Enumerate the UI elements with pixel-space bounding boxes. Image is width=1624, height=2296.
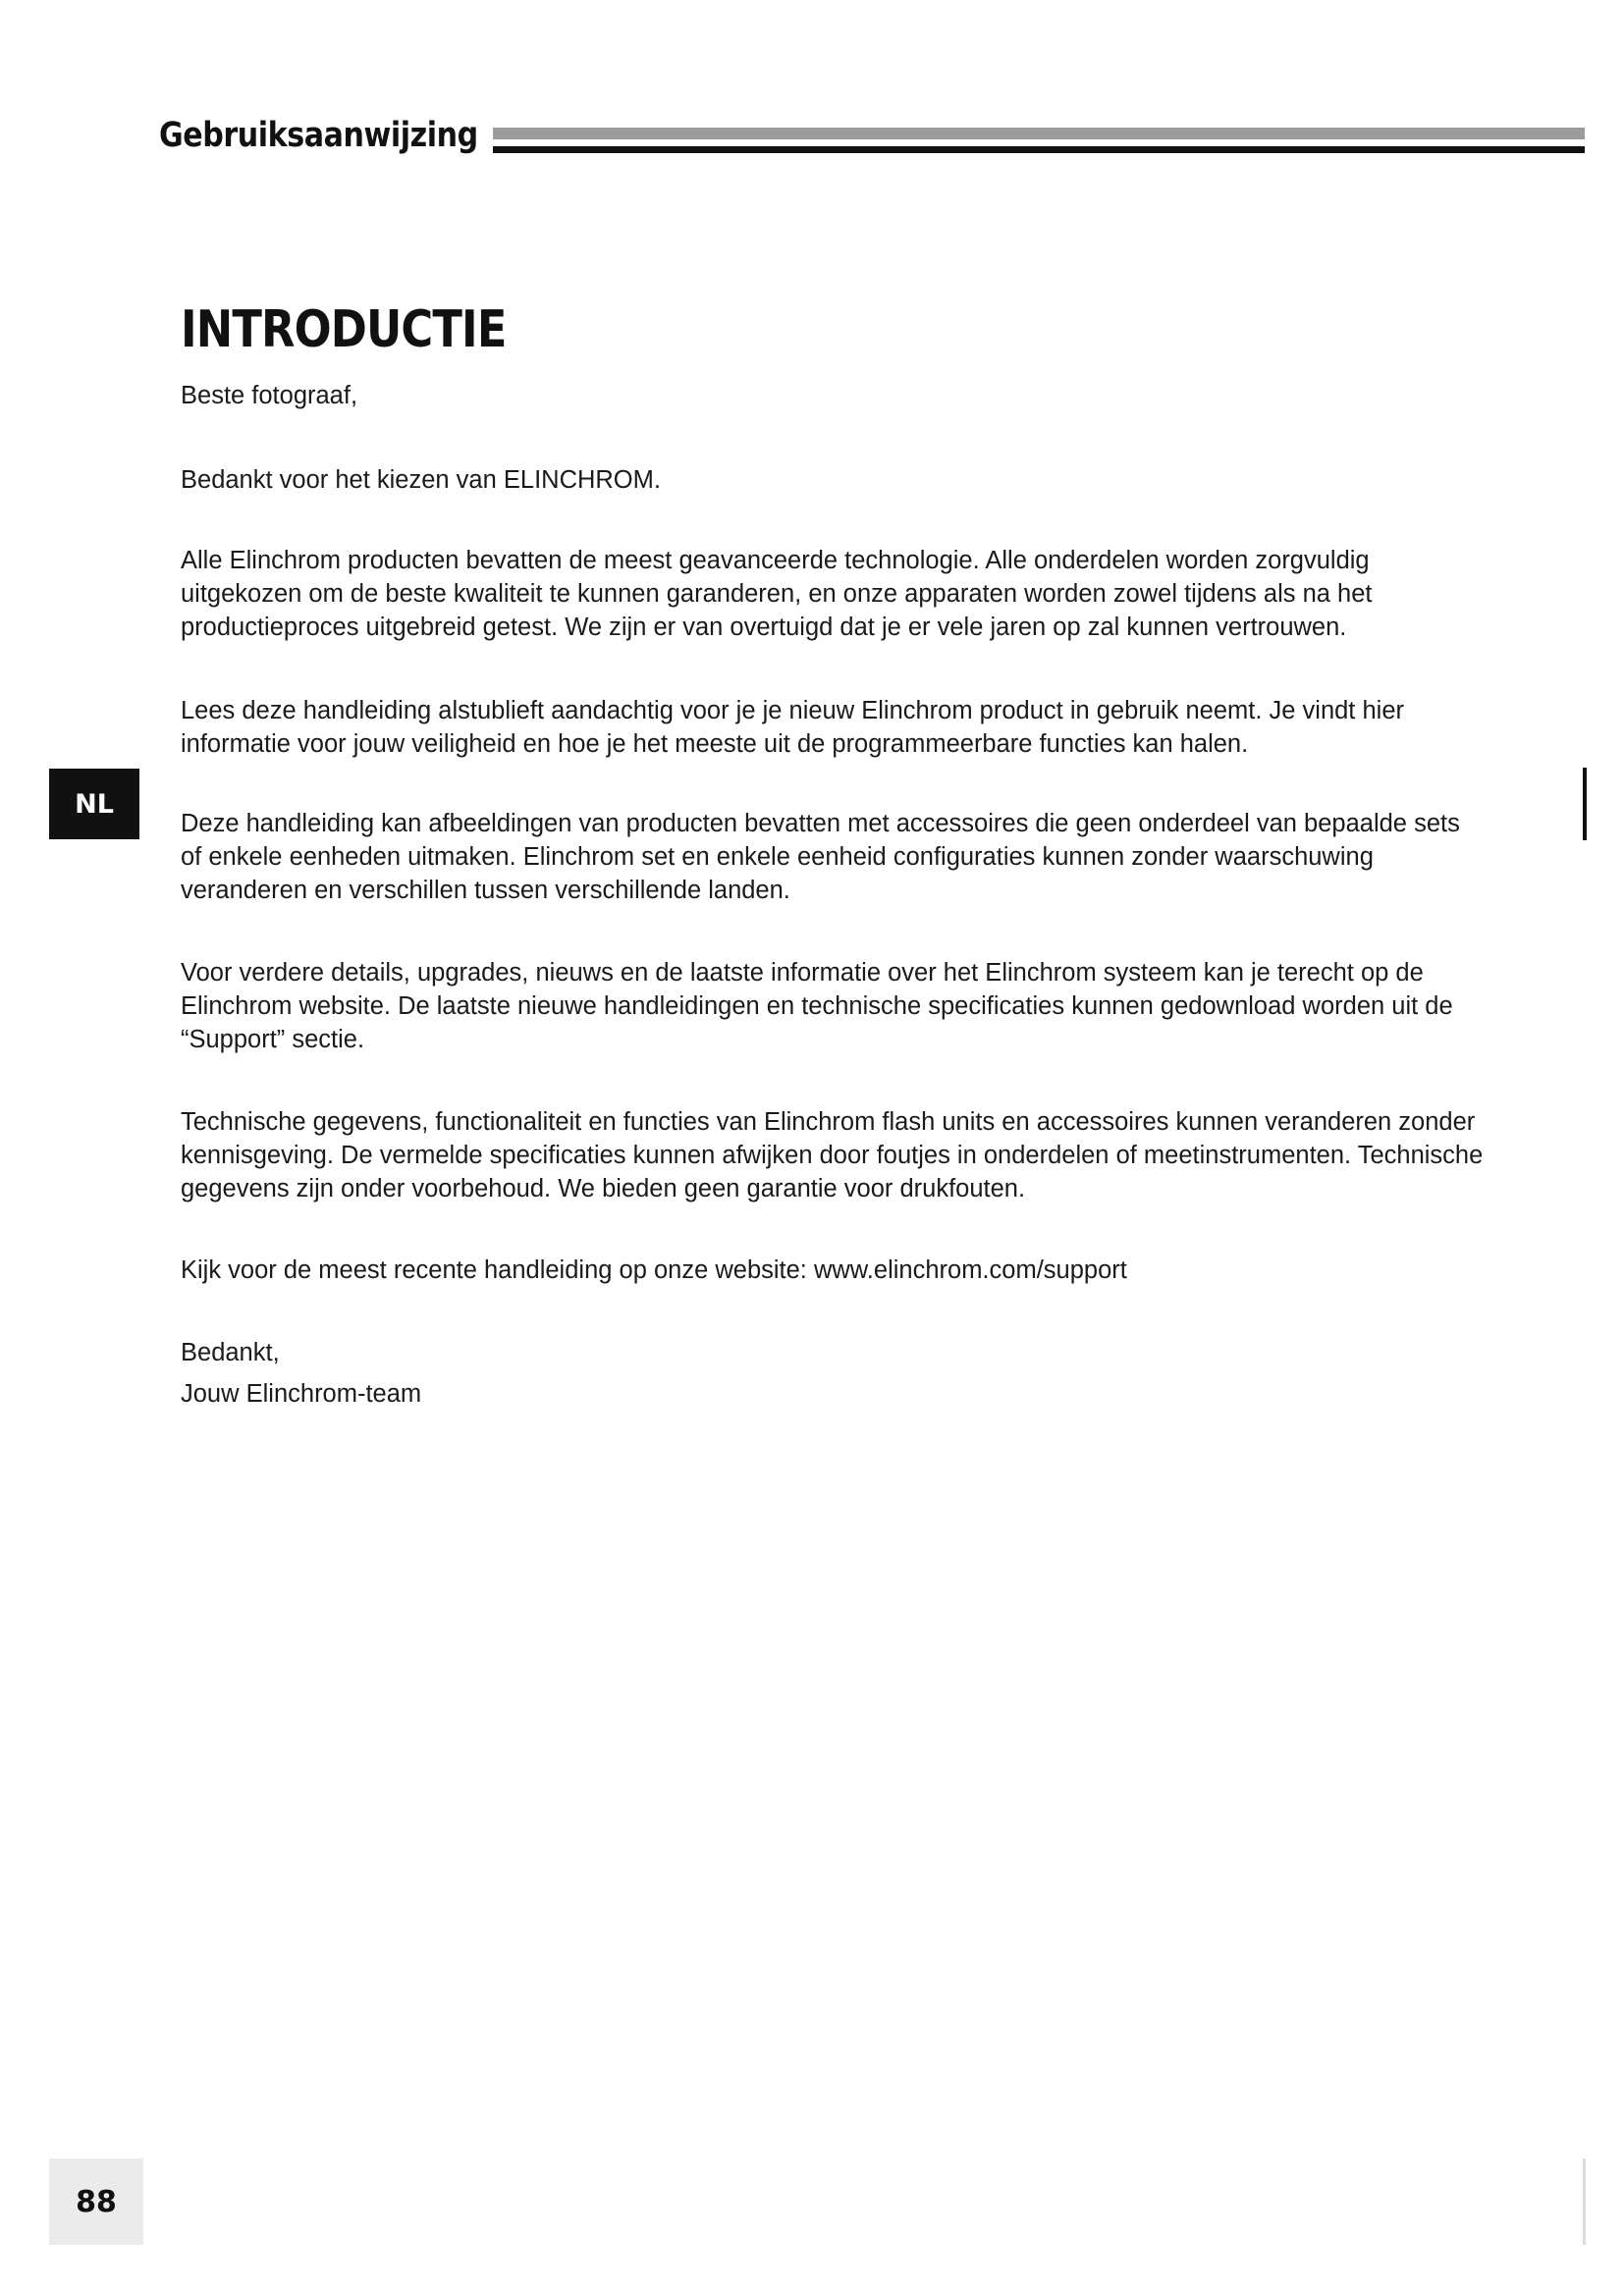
paragraph	[181, 1254, 1487, 1287]
paragraph	[181, 544, 1487, 644]
paragraph-text: Technische gegevens, functionaliteit en functies van Elinchrom flash units en accessoires kunnen veranderen zonder kennisgeving. De vermelde specificaties kunnen afwijken door foutjes in onderdelen of meetinstrumenten. Technische gegevens zijn onder voorbehoud. We bieden geen garantie voor drukfouten.	[181, 1108, 1484, 1202]
header-title: Gebruiksaanwijzing	[159, 116, 478, 155]
greeting	[181, 379, 1487, 412]
paragraph-text: Deze handleiding kan afbeeldingen van producten bevatten met accessoires die geen onderdeel van bepaalde sets of enkele eenheden uitmaken. Elinchrom set en enkele eenheid configuraties kunnen zonder waarschuwing veranderen en verschillen tussen verschillende landen.	[181, 810, 1460, 904]
paragraph	[181, 956, 1487, 1056]
paragraph	[181, 694, 1487, 761]
paragraph-text: Bedankt voor het kiezen van ELINCHROM.	[181, 466, 661, 494]
paragraph-text: Voor verdere details, upgrades, nieuws en de laatste informatie over het Elinchrom systeem kan je terecht op de Elinchrom website. De laatste nieuwe handleidingen en technische specificaties kunnen gedownload worden uit de “Support” sectie.	[181, 959, 1453, 1053]
closing	[181, 1336, 1487, 1411]
language-tab: NL	[49, 769, 139, 839]
closing-thanks: Bedankt,	[181, 1339, 280, 1366]
paragraph-text: Alle Elinchrom producten bevatten de meest geavanceerde technologie. Alle onderdelen worden zorgvuldig uitgekozen om de beste kwaliteit te kunnen garanderen, en onze apparaten worden zowel tijdens als na het productieproces uitgebreid getest. We zijn er van overtuigd dat je er vele jaren op zal kunnen vertrouwen.	[181, 547, 1373, 641]
page-heading: INTRODUCTIE	[181, 300, 507, 359]
header-rule-gray	[493, 128, 1585, 139]
paragraph-text: Lees deze handleiding alstublieft aandachtig voor je je nieuw Elinchrom product in gebruik neemt. Je vindt hier informatie voor jouw veiligheid en hoe je het meeste uit de programmeerbare functies kan halen.	[181, 697, 1405, 758]
paragraph-text: Kijk voor de meest recente handleiding op onze website: www.elinchrom.com/support	[181, 1256, 1127, 1284]
right-margin-marker	[1583, 768, 1587, 840]
greeting-text: Beste fotograaf,	[181, 382, 358, 409]
closing-signature: Jouw Elinchrom-team	[181, 1380, 422, 1408]
right-margin-rule-bottom	[1583, 2159, 1586, 2245]
paragraph	[181, 1105, 1487, 1205]
paragraph	[181, 463, 1487, 497]
paragraph	[181, 807, 1487, 907]
header-rule-black	[493, 146, 1585, 153]
page-number: 88	[49, 2159, 143, 2245]
